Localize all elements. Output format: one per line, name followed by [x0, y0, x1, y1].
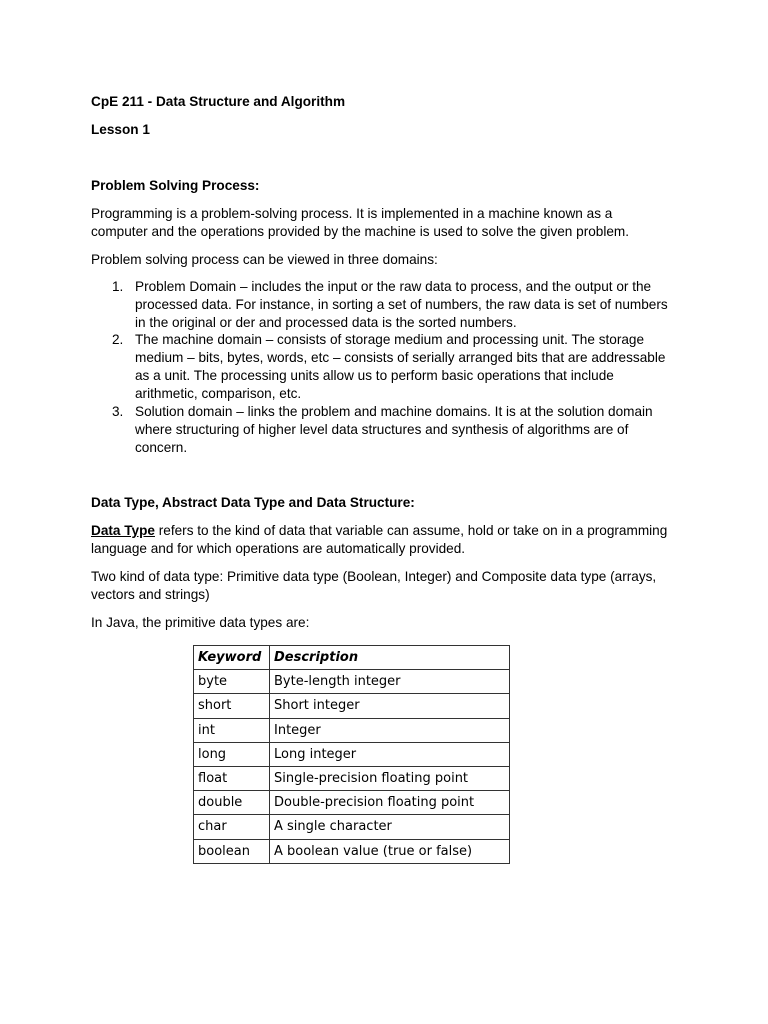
- list-item-line: Solution domain – links the problem and machine domains. It is at the solution domain: [135, 404, 653, 419]
- paragraph-line: Two kind of data type: Primitive data type (Boolean, Integer) and Composite data type (arrays,: [91, 569, 657, 584]
- paragraph-line: vectors and strings): [91, 587, 210, 602]
- table-cell-keyword: double: [194, 791, 270, 815]
- list-number: 2.: [112, 332, 124, 347]
- list-number: 1.: [112, 279, 124, 294]
- table-cell-description: A single character: [270, 815, 510, 839]
- definition-term: Data Type: [91, 523, 155, 538]
- course-title: CpE 211 - Data Structure and Algorithm: [91, 94, 346, 109]
- paragraph-line: Programming is a problem-solving process. It is implemented in a machine known as a: [91, 206, 613, 221]
- section-heading-data-type: Data Type, Abstract Data Type and Data Structure:: [91, 495, 415, 510]
- table-cell-keyword: boolean: [194, 839, 270, 863]
- java-intro: In Java, the primitive data types are:: [91, 615, 310, 630]
- list-item-line: The machine domain – consists of storage medium and processing unit. The storage: [135, 332, 645, 347]
- table-header-row: [194, 646, 510, 670]
- section-heading-problem-solving: Problem Solving Process:: [91, 178, 260, 193]
- table-row: [194, 815, 510, 839]
- lesson-title: Lesson 1: [91, 122, 150, 137]
- table-cell-keyword: int: [194, 718, 270, 742]
- table-row: [194, 742, 510, 766]
- definition-line: [91, 522, 667, 540]
- table-cell-keyword: long: [194, 742, 270, 766]
- table-cell-description: Single-precision floating point: [270, 766, 510, 790]
- table-cell-description: Integer: [270, 718, 510, 742]
- table-row: [194, 718, 510, 742]
- list-item-line: as a unit. The processing units allow us to perform basic operations that include: [135, 368, 614, 383]
- table-cell-description: Short integer: [270, 694, 510, 718]
- table-cell-description: Byte-length integer: [270, 670, 510, 694]
- table-row: [194, 694, 510, 718]
- table-cell-keyword: byte: [194, 670, 270, 694]
- paragraph-line: computer and the operations provided by the machine is used to solve the given problem.: [91, 224, 630, 239]
- table-header-keyword: Keyword: [194, 646, 270, 670]
- list-item-line: arithmetic, comparison, etc.: [135, 386, 302, 401]
- table-cell-description: Long integer: [270, 742, 510, 766]
- table-row: [194, 791, 510, 815]
- table-header-description: Description: [270, 646, 510, 670]
- list-item-line: where structuring of higher level data structures and synthesis of algorithms are of: [135, 422, 629, 437]
- list-item-line: processed data. For instance, in sorting a set of numbers, the raw data is set of numbers: [135, 297, 668, 312]
- table-cell-keyword: char: [194, 815, 270, 839]
- table-cell-keyword: short: [194, 694, 270, 718]
- definition-text: refers to the kind of data that variable can assume, hold or take on in a programming: [154, 523, 668, 538]
- list-item-line: in the original or der and processed data is the sorted numbers.: [135, 315, 517, 330]
- table-cell-keyword: float: [194, 766, 270, 790]
- list-number: 3.: [112, 404, 124, 419]
- primitive-types-table: [193, 645, 510, 864]
- table-row: [194, 839, 510, 863]
- table-cell-description: Double-precision floating point: [270, 791, 510, 815]
- list-item-line: concern.: [135, 440, 188, 455]
- definition-line: language and for which operations are automatically provided.: [91, 541, 466, 556]
- table-row: [194, 766, 510, 790]
- paragraph-three-domains: Problem solving process can be viewed in three domains:: [91, 252, 438, 267]
- table-cell-description: A boolean value (true or false): [270, 839, 510, 863]
- list-item-line: Problem Domain – includes the input or the raw data to process, and the output or the: [135, 279, 652, 294]
- table-row: [194, 670, 510, 694]
- list-item-line: medium – bits, bytes, words, etc – consists of serially arranged bits that are addressable: [135, 350, 666, 365]
